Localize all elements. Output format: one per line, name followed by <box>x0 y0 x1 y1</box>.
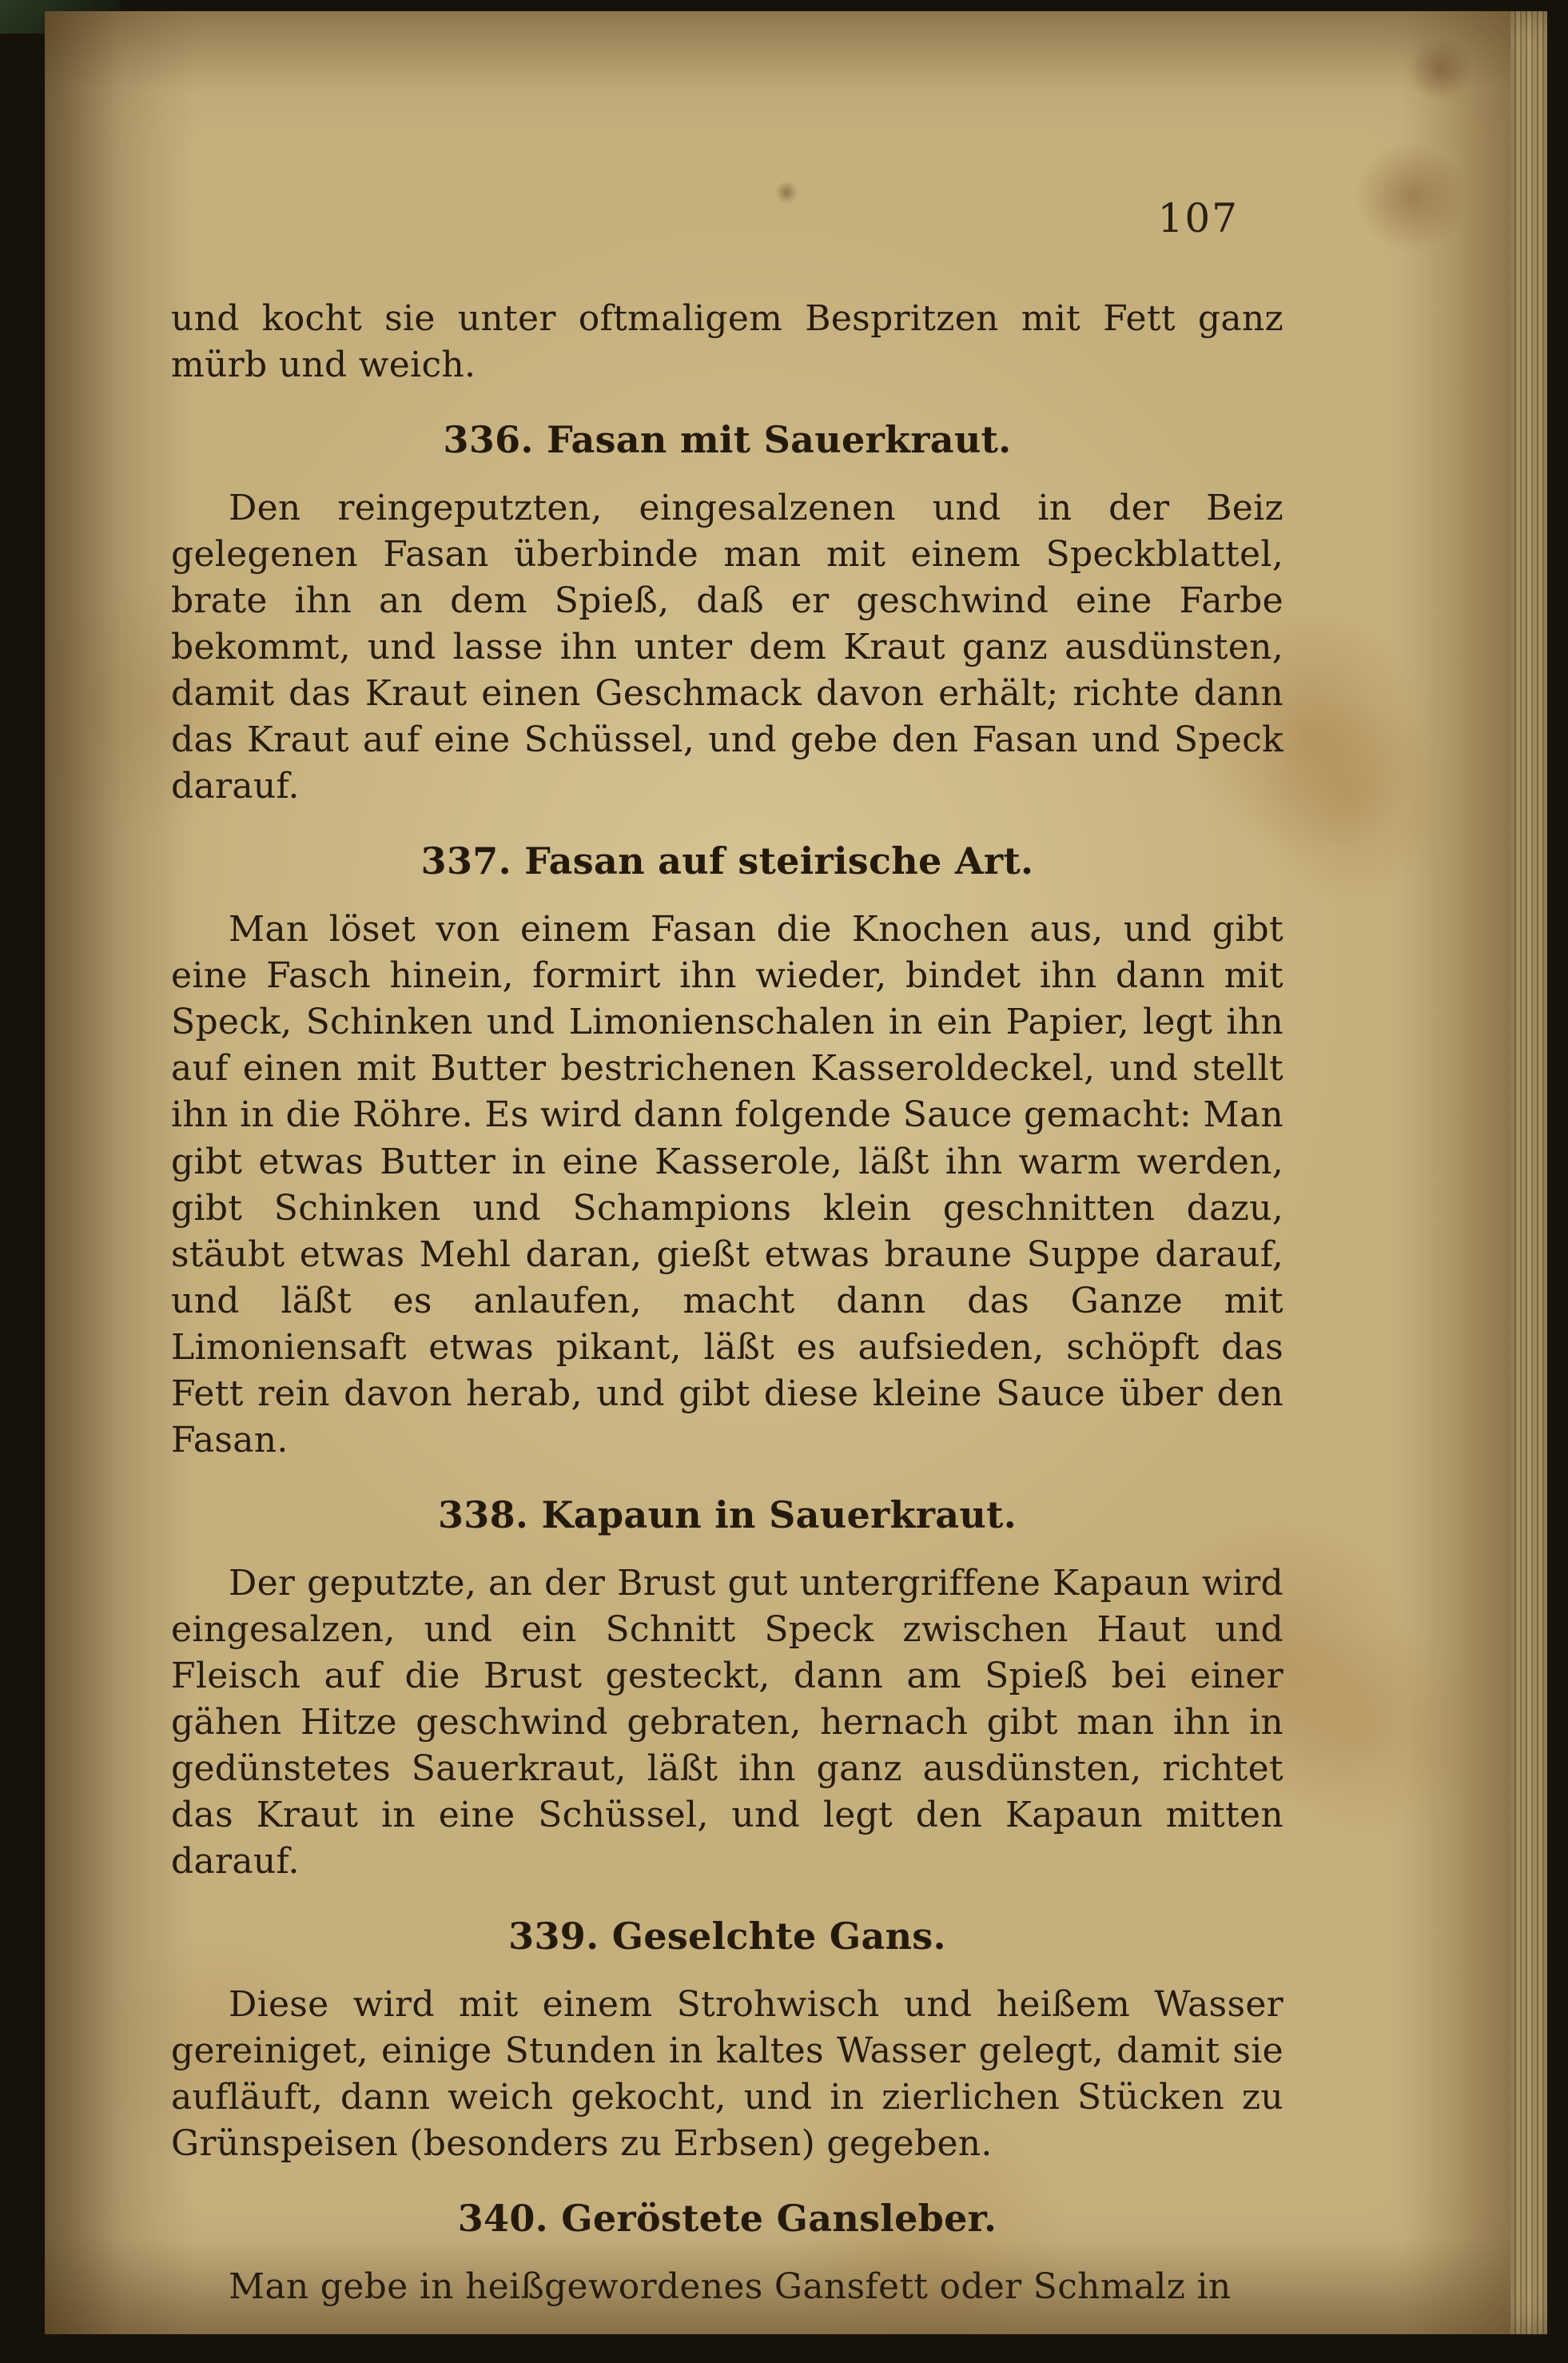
page-number: 107 <box>1157 195 1239 241</box>
recipe-paragraph: Diese wird mit einem Strohwisch und heißem Wasser gereiniget, einige Stunden in kaltes Wasser gelegt, damit sie aufläuft, dann weich gekocht, und in zierlichen Stücken zu Grünspeisen (besonders zu Erbsen) gegeben. <box>171 1984 1283 2165</box>
page-text-block <box>171 192 1283 2310</box>
page-stack-edges <box>1510 11 1547 2334</box>
recipe-paragraph: Man gebe in heißgewordenes Gansfett oder Schmalz in <box>229 2266 1232 2308</box>
recipe-paragraph: Den reingeputzten, eingesalzenen und in der Beiz gelegenen Fasan überbinde man mit einem Speckblattel, brate ihn an dem Spieß, daß er geschwind eine Farbe bekommt, und lasse ihn unter dem Kraut ganz ausdünsten, damit das Kraut einen Geschmack davon erhält; richte dann das Kraut auf eine Schüssel, und gebe den Fasan und Speck darauf. <box>171 487 1283 807</box>
recipe-paragraph: Man löset von einem Fasan die Knochen aus, und gibt eine Fasch hinein, formirt ihn wieder, bindet ihn dann mit Speck, Schinken und Limonienschalen in ein Papier, legt ihn auf einen mit Butter bestrichenen Kasseroldeckel, und stellt ihn in die Röhre. Es wird dann folgende Sauce gemacht: Man gibt etwas Butter in eine Kasserole, läßt ihn warm werden, gibt Schinken und Schampions klein geschnitten dazu, stäubt etwas Mehl daran, gießt etwas braune Suppe darauf, und läßt es anlaufen, macht dann das Ganze mit Limoniensaft etwas pikant, läßt es aufsieden, schöpft das Fett rein davon herab, und gibt diese kleine Sauce über den Fasan. <box>171 909 1283 1460</box>
recipe-heading: 336. Fasan mit Sauerkraut. <box>443 418 1012 462</box>
recipe-paragraph: Der geputzte, an der Brust gut untergriffene Kapaun wird eingesalzen, und ein Schnitt Speck zwischen Haut und Fleisch auf die Brust gesteckt, dann am Spieß bei einer gähen Hitze geschwind gebraten, hernach gibt man ihn in gedünstetes Sauerkraut, läßt ihn ganz ausdünsten, richtet das Kraut in eine Schüssel, und legt den Kapaun mitten darauf. <box>171 1562 1283 1883</box>
recipe-section <box>171 416 1283 810</box>
book-page <box>45 11 1514 2334</box>
recipe-heading: 340. Geröstete Gansleber. <box>457 2197 997 2241</box>
recipe-heading: 339. Geselchte Gans. <box>508 1915 946 1959</box>
recipe-section <box>171 837 1283 1464</box>
recipe-section <box>171 1912 1283 2167</box>
recipe-section <box>171 1491 1283 1885</box>
recipe-heading: 338. Kapaun in Sauerkraut. <box>437 1493 1017 1537</box>
continuation-paragraph: und kocht sie unter oftmaligem Bespritzen mit Fett ganz mürb und weich. <box>171 298 1283 386</box>
recipe-section <box>171 2194 1283 2310</box>
recipe-heading: 337. Fasan auf steirische Art. <box>420 839 1034 883</box>
